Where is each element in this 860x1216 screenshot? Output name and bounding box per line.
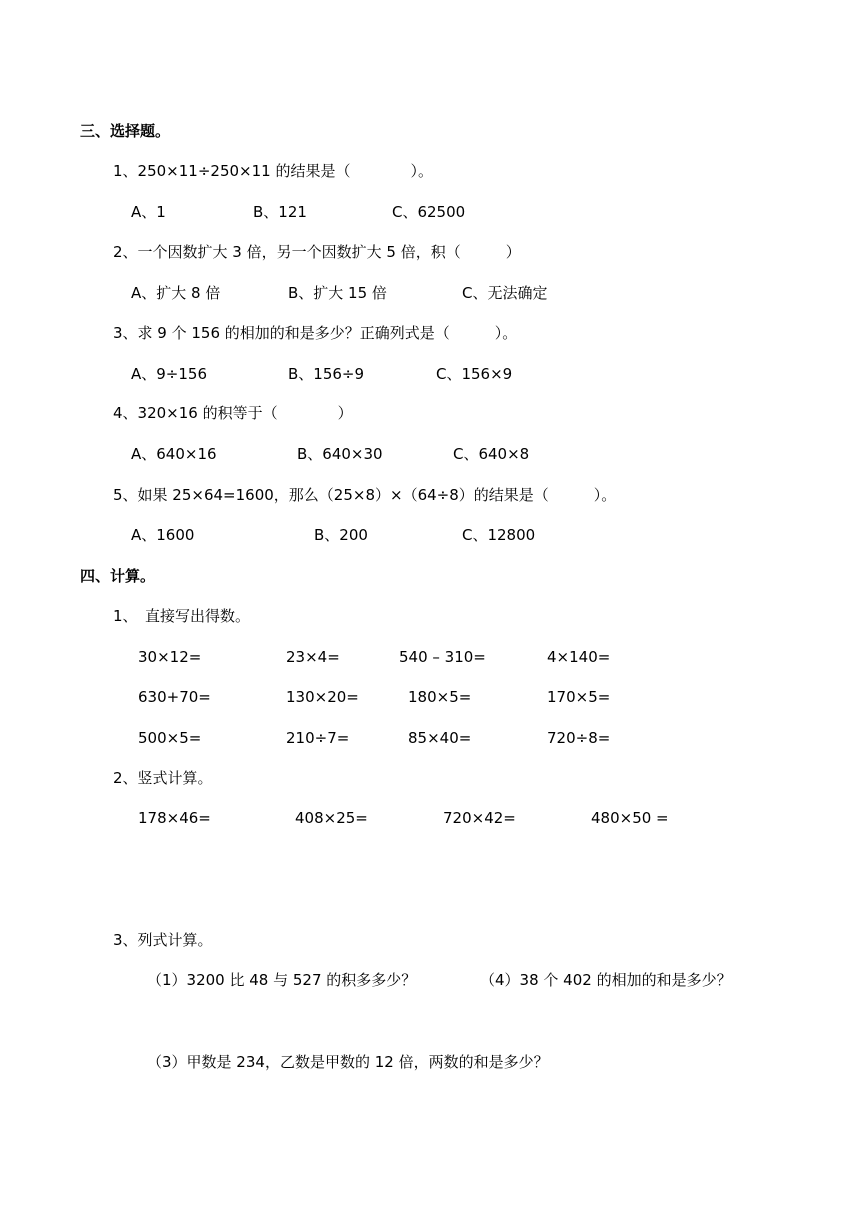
vertical-calc-item: 178×46= <box>138 809 211 827</box>
word-problem-1: （1）3200 比 48 与 527 的积多多少？ <box>147 971 417 989</box>
oral-calc-item: 540 – 310= <box>399 648 486 666</box>
oral-calc-item: 23×4= <box>286 648 340 666</box>
question-2-option-c: C、无法确定 <box>462 284 548 302</box>
oral-calc-item: 30×12= <box>138 648 202 666</box>
word-problem-3: （3）甲数是 234，乙数是甲数的 12 倍，两数的和是多少？ <box>147 1053 549 1071</box>
question-2-stem: 2、一个因数扩大 3 倍，另一个因数扩大 5 倍，积（ ） <box>113 243 521 261</box>
oral-calc-item: 180×5= <box>408 688 472 706</box>
question-1-option-a: A、1 <box>131 203 166 221</box>
oral-calc-item: 170×5= <box>547 688 611 706</box>
question-2-option-b: B、扩大 15 倍 <box>288 284 387 302</box>
word-problem-4: （4）38 个 402 的相加的和是多少？ <box>480 971 732 989</box>
oral-calc-item: 630+70= <box>138 688 211 706</box>
question-3-option-c: C、156×9 <box>436 365 513 383</box>
question-5-option-a: A、1600 <box>131 526 195 544</box>
question-4-option-c: C、640×8 <box>453 445 530 463</box>
oral-calc-item: 720÷8= <box>547 729 611 747</box>
question-3-option-a: A、9÷156 <box>131 365 208 383</box>
vertical-calc-item: 480×50 = <box>591 809 669 827</box>
question-4-option-a: A、640×16 <box>131 445 217 463</box>
question-1-option-b: B、121 <box>253 203 307 221</box>
question-5-option-b: B、200 <box>314 526 368 544</box>
part-1-title: 1、 直接写出得数。 <box>113 607 251 625</box>
vertical-calc-item: 720×42= <box>443 809 516 827</box>
part-2-title: 2、竖式计算。 <box>113 769 213 787</box>
vertical-calc-item: 408×25= <box>295 809 368 827</box>
oral-calc-item: 4×140= <box>547 648 611 666</box>
question-4-stem: 4、320×16 的积等于（ ） <box>113 404 353 422</box>
question-3-option-b: B、156÷9 <box>288 365 365 383</box>
question-1-stem: 1、250×11÷250×11 的结果是（ ）。 <box>113 162 433 180</box>
oral-calc-item: 85×40= <box>408 729 472 747</box>
question-4-option-b: B、640×30 <box>297 445 383 463</box>
question-2-option-a: A、扩大 8 倍 <box>131 284 221 302</box>
question-1-option-c: C、62500 <box>392 203 466 221</box>
question-5-option-c: C、12800 <box>462 526 536 544</box>
section-title-calculation: 四、计算。 <box>80 567 156 585</box>
question-5-stem: 5、如果 25×64=1600，那么（25×8）×（64÷8）的结果是（ ）。 <box>113 486 617 504</box>
question-3-stem: 3、求 9 个 156 的相加的和是多少？正确列式是（ ）。 <box>113 324 518 342</box>
oral-calc-item: 500×5= <box>138 729 202 747</box>
part-3-title: 3、列式计算。 <box>113 931 213 949</box>
oral-calc-item: 210÷7= <box>286 729 350 747</box>
section-title-choice: 三、选择题。 <box>80 122 171 140</box>
oral-calc-item: 130×20= <box>286 688 359 706</box>
